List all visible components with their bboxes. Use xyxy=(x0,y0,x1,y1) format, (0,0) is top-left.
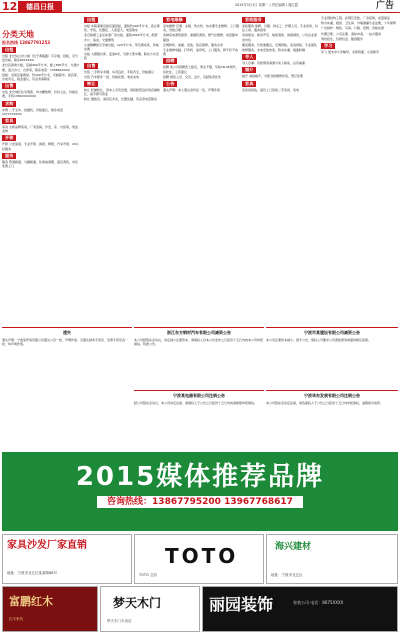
classified-ad: 北仑新碶工业区标准厂房出租，面积2000平方米，配套办公、宿舍，交通便利 xyxy=(84,33,158,42)
ad-sub: 地址：宁波市北仑区 xyxy=(271,573,303,577)
notice-title: 遗失 xyxy=(63,330,71,335)
notice-title: 宁波华东发展有限公司注销公告 xyxy=(304,393,360,398)
section-title: 广告 xyxy=(375,1,394,11)
category-label: 出租 xyxy=(84,17,98,23)
ad-title: 家具沙发厂家直销 xyxy=(7,540,87,551)
ad-title: 海兴建材 xyxy=(275,542,312,552)
ad-fupeng xyxy=(2,586,98,632)
classified-ad: 出租 北仑综合办公楼（位于黄陵路）写字楼，招租，可分层出租，联系6515XXX xyxy=(2,54,78,63)
notice-title: 浙江东方钢材汽车有限公司减资公告 xyxy=(167,330,231,335)
classified-ad: 旧家具回收，高价上门回收二手家具、家电 xyxy=(242,87,300,92)
ad-title: 梦天木门 xyxy=(113,596,162,610)
category-label: 出租 xyxy=(2,47,16,53)
ad-title: TOTO xyxy=(165,544,239,568)
category-label: 学习 xyxy=(321,43,335,49)
left-column xyxy=(2,16,80,326)
classified-ad: 婚介 诚信婚介，为您寻找理想伴侣，登记免费 xyxy=(242,74,303,79)
ad-title: 富鹏红木 xyxy=(9,595,53,608)
ad-sofa xyxy=(2,534,132,584)
ad-sub: 梦天木门专卖店 xyxy=(107,619,132,623)
ad-sub: TOTO 卫浴 xyxy=(139,573,157,577)
category-label: 招聘 xyxy=(163,58,177,64)
classified-ad: 招聘 某公司招聘普工数名，男女不限，年龄18-45周岁，包吃住，工资面议 xyxy=(163,65,239,74)
category-label: 开锁 xyxy=(2,135,16,141)
notice-title: 宁波市某建设有限公司减资公告 xyxy=(304,330,360,335)
classified-ad: 装修服务，水电安装改造，防水补漏，墙面粉刷 xyxy=(242,48,306,53)
newspaper-logo: 德昌日报 xyxy=(18,1,62,12)
notice-title: 宁波某电器有限公司注销公告 xyxy=(173,393,225,398)
ad-sub: 红木家具 xyxy=(9,617,23,621)
page-number: 12 xyxy=(2,0,18,13)
classified-ad: 转让 旺铺转让，因本人另有发展，现将经营良好的店铺转让，接手即可营业 xyxy=(84,88,160,97)
notice-body: 经公司股东会决议，本公司决定注销，请债权人于公告之日起四十五日内向清算组申报债权。 xyxy=(134,401,258,405)
ad-sub: 家装公司 电话：8675XXXX xyxy=(293,600,344,605)
classified-ad: 出租 华联商厦沿街店面招租，面积约200平方米，适合餐饮、零售，位置佳，人流量大，电话联系 xyxy=(84,24,160,33)
ad-toto xyxy=(134,534,264,584)
classified-ad: 空调移机、加氟、安装，售后保修，服务全市 xyxy=(163,42,224,47)
classified-title: 分类天地 xyxy=(2,30,34,39)
classified-ad: 招聘 销售人员、文员、会计，有经验者优先 xyxy=(163,74,221,79)
hotline: 报名热线 13867791253 xyxy=(2,40,51,45)
notice-1 xyxy=(2,327,132,449)
classified-ad: 服务 管道疏通，马桶疏通，化粪池清理，高压清洗，市区免费上门 xyxy=(2,159,78,169)
ad-haixing xyxy=(266,534,398,584)
classified-ad: 开锁 公安备案，专业开锁、换锁、修锁，汽车开锁，24小时服务 xyxy=(2,142,79,151)
category-label: 服务 xyxy=(2,153,16,159)
notice-body: 本公司经股东会决议，决定减少注册资本，请债权人自本公告发布之日起四十五日内向本公司申报债权。特此公告。 xyxy=(134,338,264,347)
column-5 xyxy=(321,16,398,326)
classified-ad: 小港镇精装写字楼出租，120平方米，带空调家具，价格优惠 xyxy=(84,42,159,52)
column-3 xyxy=(163,16,239,326)
classified-ad: 出售 汽车配件一批，价格优惠，欢迎来电 xyxy=(84,74,139,79)
notice-4 xyxy=(266,327,398,387)
classified-ad: 家政服务 保姆、月嫂、钟点工、护理人员，专业培训，持证上岗，服务到家 xyxy=(242,24,318,33)
category-label: 出售 xyxy=(84,63,98,69)
classified-ad: 出售 二手轿车多辆，车况良好，手续齐全，价格面议 xyxy=(84,69,154,74)
notice-5 xyxy=(266,390,398,449)
category-label: 家政服务 xyxy=(242,17,265,23)
page-header xyxy=(0,0,400,13)
ad-title: 丽园装饰 xyxy=(209,595,274,614)
classified-ad: 家庭保洁、新房开荒、地毯清洗、玻璃清洗，公司企业保洁外包 xyxy=(242,33,318,42)
category-label: 寻人 xyxy=(242,54,256,60)
notice-body: 遗失声明：宁波某贸易有限公司遗失公章一枚，声明作废。另遗失财务专用章、发票专用章各一枚，均声明作废。 xyxy=(2,338,129,347)
classified-ad: 转让 服装店、美容店多家，位置优越，有意者电话联系 xyxy=(84,97,157,102)
notice-2 xyxy=(134,327,264,387)
classified-ad: 遗失声明：本人遗失身份证一张，声明作废 xyxy=(163,88,221,93)
ad-sub: 地址：宁波市北仑区某某路88号 xyxy=(7,571,57,575)
notice-3 xyxy=(134,390,264,449)
category-label: 家电维修 xyxy=(163,17,186,23)
classified-ad: 防水补漏，楼顶、卫生间、外墙渗漏专业处理，十年保修 xyxy=(321,21,397,26)
banner-hotline: 咨询热线：13867795200 13967768617 xyxy=(97,496,303,508)
banner-headline: 2015媒体推荐品牌 xyxy=(75,462,325,492)
category-label: 求购 xyxy=(2,101,16,107)
column-4 xyxy=(242,16,318,326)
category-label: 家具 xyxy=(2,118,16,124)
classified-ad: 北仑区新建大楼，底楼400平方米，楼上500平方，交通方便，适合办公、仓库等，联系电话：13586XXXXX xyxy=(2,63,80,72)
classified-ad: 出租 大碶镇仓库，层高8米，可停大型车辆，联系方式见报 xyxy=(84,52,159,61)
ad-mengtian xyxy=(100,586,200,632)
classified-ad: 专业维修电脑、打印机、复印机，上门服务，修不好不收费 xyxy=(163,48,239,57)
category-label: 公告 xyxy=(163,81,177,87)
notice-body: 本公司股东会决定注销，请各债权人于公告之日起四十五日内申报债权，逾期视为放弃。 xyxy=(266,401,384,405)
classified-ad: 家电维修 空调、冰箱、洗衣机、热水器专业维修，上门服务，价格合理 xyxy=(163,24,239,33)
notice-body: 本公司注册资本减少，现予公告，债权人可要求公司清偿债务或提供相应担保。 xyxy=(266,338,372,342)
classified-ad: 家具 全新品牌家具，厂家直销，沙发、床、衣柜等，欢迎选购 xyxy=(2,125,78,134)
classified-ad: 各种家电清洗保养，油烟机清洗，燃气灶维修，电话随叫随到 xyxy=(163,33,239,42)
category-label: 转让 xyxy=(84,81,98,87)
classified-ad: 寻人启事：有知情者请速与家人联系，必有重谢 xyxy=(242,61,306,66)
date-line: 2015年3月1日 星期一 | 责任编辑 | 周红霞 xyxy=(235,3,298,7)
category-label: 出售 xyxy=(2,83,16,89)
ad-liyuan xyxy=(202,586,398,632)
classified-ad: 招租：沿街店面两间，约100平方米，可做超市、饭店等，水电齐全，租金面议，有意者请联系 xyxy=(2,72,80,82)
classified-ad: 代理记账、公司注册、商标申请，一站式服务 xyxy=(321,31,382,36)
category-label: 婚介 xyxy=(242,67,256,73)
classified-ad: 出售 北仑城区住宅两套，均为精装修，拎包入住，价格优惠，手机138XXXXXXXX xyxy=(2,90,78,99)
classified-ad: 求购 二手叉车、挖掘机，价格面议，联系电话13777XXXXX xyxy=(2,107,63,116)
column-2 xyxy=(84,16,160,326)
classified-ad: 学习 周末中小学辅导，名师授课，小班教学 xyxy=(321,50,379,55)
classified-ad: 驾校招生，包教包会，随到随学 xyxy=(321,36,364,41)
media-banner xyxy=(2,452,398,531)
category-label: 家具 xyxy=(242,81,256,87)
classified-ad: 专业钢结构工程，彩钢瓦安装，厂房搭建，质量保证 xyxy=(321,16,391,20)
classified-ad: 搬家服务，长短途搬运，空调拆装，家具拆装，专业团队 xyxy=(242,42,318,47)
classified-ad: 广告制作：喷绘、写真、灯箱、招牌，价格实惠 xyxy=(321,26,385,31)
